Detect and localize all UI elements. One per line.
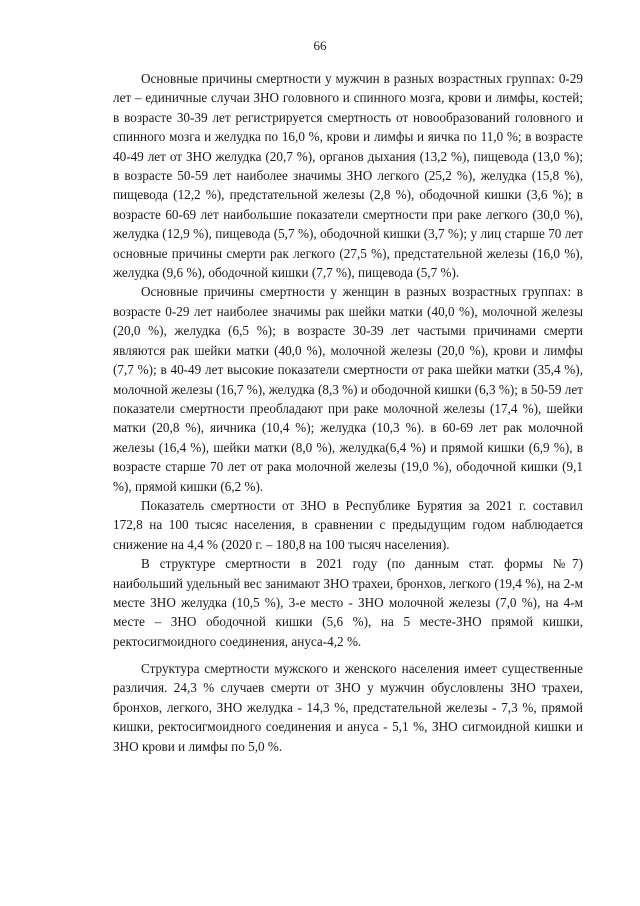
text-block-secondary — [113, 659, 583, 756]
paragraph-mortality-structure: В структуре смертности в 2021 году (по данным стат. формы №7) наибольший удельный вес занимают ЗНО трахеи, бронхов, легкого (19,4 %), на 2-м месте ЗНО желудка (10,5 %), 3-е место - ЗНО молочной железы (7,0 %), на 4-м месте – ЗНО ободочной кишки (5,6 %), на 5 месте-ЗНО прямой кишки, ректосигмоидного соединения, ануса-4,2 %. — [113, 556, 583, 649]
paragraph-female-mortality: Основные причины смертности у женщин в разных возрастных группах: в возрасте 0-29 лет наиболее значимы рак шейки матки (40,0 %), молочной железы (20,0 %), желудка (6,5 %); в возрасте 30-39 лет частыми причинами смерти являются рак шейки матки (40,0 %), молочной железы (20,0 %), крови и лимфы (7,7 %); в 40-49 лет высокие показатели смертности от рака шейки матки (35,4 %), молочной железы (16,7 %), желудка (8,3 %) и ободочной кишки (6,3 %); в 50-59 лет показатели смертности преобладают при раке молочной железы (17,4 %), шейки матки (20,8 %), яичника (10,4 %); желудка (10,3 %). в 60-69 лет рак молочной железы (16,4 %), шейки матки (8,0 %), желудка(6,4 %) и прямой кишки (6,9 %), в возрасте старше 70 лет от рака молочной железы (19,0 %), ободочной кишки (9,1 %), прямой кишки (6,2 %). — [113, 284, 583, 494]
paragraph-gender-differences: Структура смертности мужского и женского населения имеет существенные различия. 24,3 % случаев смерти от ЗНО у мужчин обусловлены ЗНО трахеи, бронхов, легкого, ЗНО желудка - 14,3 %, предстательной железы - 7,3 %, прямой кишки, ректосигмоидного соединения и ануса - 5,1 %, ЗНО сигмоидной кишки и ЗНО крови и лимфы по 5,0 %. — [113, 661, 583, 754]
page-number: 66 — [313, 38, 327, 53]
paragraph-mortality-rate: Показатель смертности от ЗНО в Республике Бурятия за 2021 г. составил 172,8 на 100 тысяс населения, в сравнении с предыдущим годом наблюдается снижение на 4,4 % (2020 г. – 180,8 на 100 тысяч населения). — [113, 497, 583, 552]
paragraph-male-mortality: Основные причины смертности у мужчин в разных возрастных группах: 0-29 лет – единичные случаи ЗНО головного и спинного мозга, крови и лимфы, костей; в возрасте 30-39 лет регистрируется смертность от новообразований головного и спинного мозга и желудка по 16,0 %, крови и лимфы и яичка по 11,0 %; в возрасте 40-49 лет от ЗНО желудка (20,7 %), органов дыхания (13,2 %), пищевода (13,0 %); в возрасте 50-59 лет наиболее значимы ЗНО легкого (25,2 %), желудка (15,8 %), пищевода (12,2 %), предстательной железы (2,8 %), ободочной кишки (3,6 %); в возрасте 60-69 лет наибольшие показатели смертности при раке легкого (30,0 %), желудка (12,9 %), пищевода (5,7 %), ободочной кишки (3,7 %); у лиц старше 70 лет основные причины смерти рак легкого (27,5 %), предстательной железы (16,0 %), желудка (9,6 %), ободочной кишки (7,7 %), пищевода (5,7 %). — [113, 71, 583, 281]
text-block-main — [113, 69, 583, 651]
